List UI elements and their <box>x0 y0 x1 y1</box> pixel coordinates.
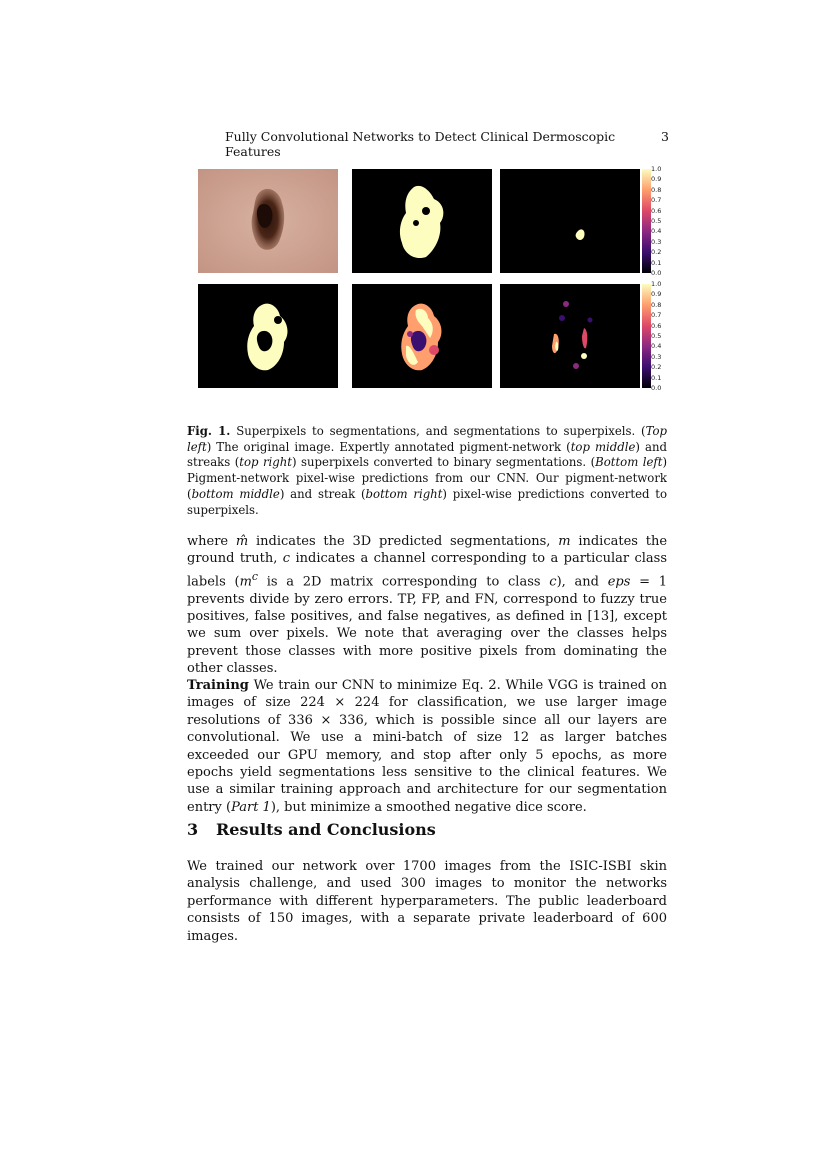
tick-label: 0.2 <box>651 248 662 257</box>
caption-emph: Bottom left <box>595 455 663 470</box>
tick-label: 0.3 <box>651 237 662 246</box>
tick-label: 0.4 <box>651 227 662 236</box>
caption-label: Fig. 1. <box>187 424 231 438</box>
caption-text: ) and streak ( <box>279 486 366 501</box>
math-superscript: c <box>251 569 258 583</box>
tick-label: 0.8 <box>651 185 662 194</box>
tick-label: 0.6 <box>651 321 662 330</box>
math-symbol: c <box>282 551 291 567</box>
tick-label: 0.4 <box>651 342 662 351</box>
tick-label: 0.8 <box>651 300 662 309</box>
colorbar-bottom-ticks <box>651 280 681 392</box>
paragraph-text: ), and <box>556 574 608 590</box>
caption-emph: bottom right <box>365 486 443 501</box>
page-number: 3 <box>661 129 669 144</box>
lesion-photo <box>198 169 338 273</box>
panel-original-image <box>198 169 338 273</box>
panel-pigment-network-annotation <box>352 169 492 273</box>
paragraph-text: indicates a channel corresponding to a particular class labels ( <box>187 551 668 590</box>
paragraph-training <box>187 677 667 816</box>
paragraph-text: = 1 prevents divide by zero errors. TP, FP, and FN, correspond to fuzzy true positives, false positives, and false negatives, as defined in [13], except we sum over pixels. We note that averaging over the classes helps prevent those classes with more positive pixels from dominating the other classes. <box>187 574 668 677</box>
paragraph-results: We trained our network over 1700 images from the ISIC-ISBI skin analysis challenge, and used 300 images to monitor the networks performance with different hyperparameters. The public leaderboard consists of 150 images, with a separate private leaderboard of 600 images. <box>187 859 667 944</box>
binary-segmentation <box>352 169 492 273</box>
caption-text: ) pixel-wise predictions converted to superpixels. <box>187 486 667 517</box>
tick-label: 1.0 <box>651 165 662 173</box>
paragraph-dice-definition <box>187 533 667 678</box>
paragraph-emph: Part 1 <box>231 799 271 815</box>
tick-label: 0.9 <box>651 175 662 184</box>
panel-streaks-superpixels <box>500 284 640 388</box>
tick-label: 0.6 <box>651 206 662 215</box>
tick-label: 0.3 <box>651 352 662 361</box>
paragraph-text: indicates the 3D predicted segmentations, <box>248 534 559 549</box>
tick-label: 0.5 <box>651 332 662 340</box>
paragraph-text: where <box>187 534 236 549</box>
tick-label: 1.0 <box>651 280 662 288</box>
tick-label: 0.0 <box>651 384 662 392</box>
panel-pigment-network-prediction <box>198 284 338 388</box>
paragraph-text: We train our CNN to minimize Eq. 2. While VGG is trained on images of size 224 × 224 for classification, we use larger image resolutions of 336 × 336, which is possible since all our layers are convolutional. We use a mini-batch of size 12 as larger batches exceeded our GPU memory, and stop after only 5 epochs, as more epochs yield segmentations less sensitive to the clinical features. We use a similar training approach and architecture for our segmentation entry ( <box>187 678 667 815</box>
paragraph-text: ), but minimize a smoothed negative dice score. <box>270 799 587 815</box>
tick-label: 0.0 <box>651 269 662 277</box>
math-symbol: m <box>558 534 571 549</box>
paragraph-lead: Training <box>187 678 249 693</box>
math-symbol: m̂ <box>235 534 249 549</box>
caption-text: ) Pigment-network pixel-wise predictions from our CNN. Our pigment-network ( <box>187 455 668 501</box>
caption-emph: bottom middle <box>191 486 280 501</box>
caption-text: ) superpixels converted to binary segmentations. ( <box>292 455 596 470</box>
colorbar-top-ticks <box>651 165 681 277</box>
tick-label: 0.1 <box>651 258 662 267</box>
tick-label: 0.7 <box>651 311 662 320</box>
math-symbol: m <box>239 574 252 590</box>
math-symbol: c <box>549 574 557 590</box>
figure-caption <box>187 424 667 518</box>
panel-pigment-network-superpixels <box>352 284 492 388</box>
binary-segmentation <box>500 169 640 273</box>
section-title: Results and Conclusions <box>216 820 436 839</box>
tick-label: 0.7 <box>651 196 662 205</box>
section-number: 3 <box>187 820 199 839</box>
caption-emph: top middle <box>570 439 636 454</box>
panel-streaks-annotation <box>500 169 640 273</box>
caption-text: Superpixels to segmentations, and segmentations to superpixels. ( <box>230 424 646 438</box>
paragraph-text: is a 2D matrix corresponding to class <box>257 574 550 590</box>
colorbar-bottom <box>642 284 651 388</box>
colorbar-top <box>642 169 651 273</box>
tick-label: 0.5 <box>651 217 662 225</box>
paragraph-text: indicates the ground truth, <box>187 534 668 567</box>
tick-label: 0.1 <box>651 373 662 382</box>
caption-text: ) The original image. Expertly annotated pigment-network ( <box>206 439 571 454</box>
pixel-prediction <box>198 284 338 388</box>
section-heading <box>187 820 436 839</box>
running-title: Fully Convolutional Networks to Detect Clinical Dermoscopic Features <box>225 129 616 159</box>
caption-text: ) and streaks ( <box>187 439 667 470</box>
math-symbol: eps <box>607 574 631 590</box>
tick-label: 0.2 <box>651 363 662 372</box>
caption-emph: top right <box>239 455 292 470</box>
caption-emph: Top left <box>187 424 668 454</box>
tick-label: 0.9 <box>651 290 662 299</box>
superpixel-prediction <box>500 284 640 388</box>
superpixel-prediction <box>352 284 492 388</box>
